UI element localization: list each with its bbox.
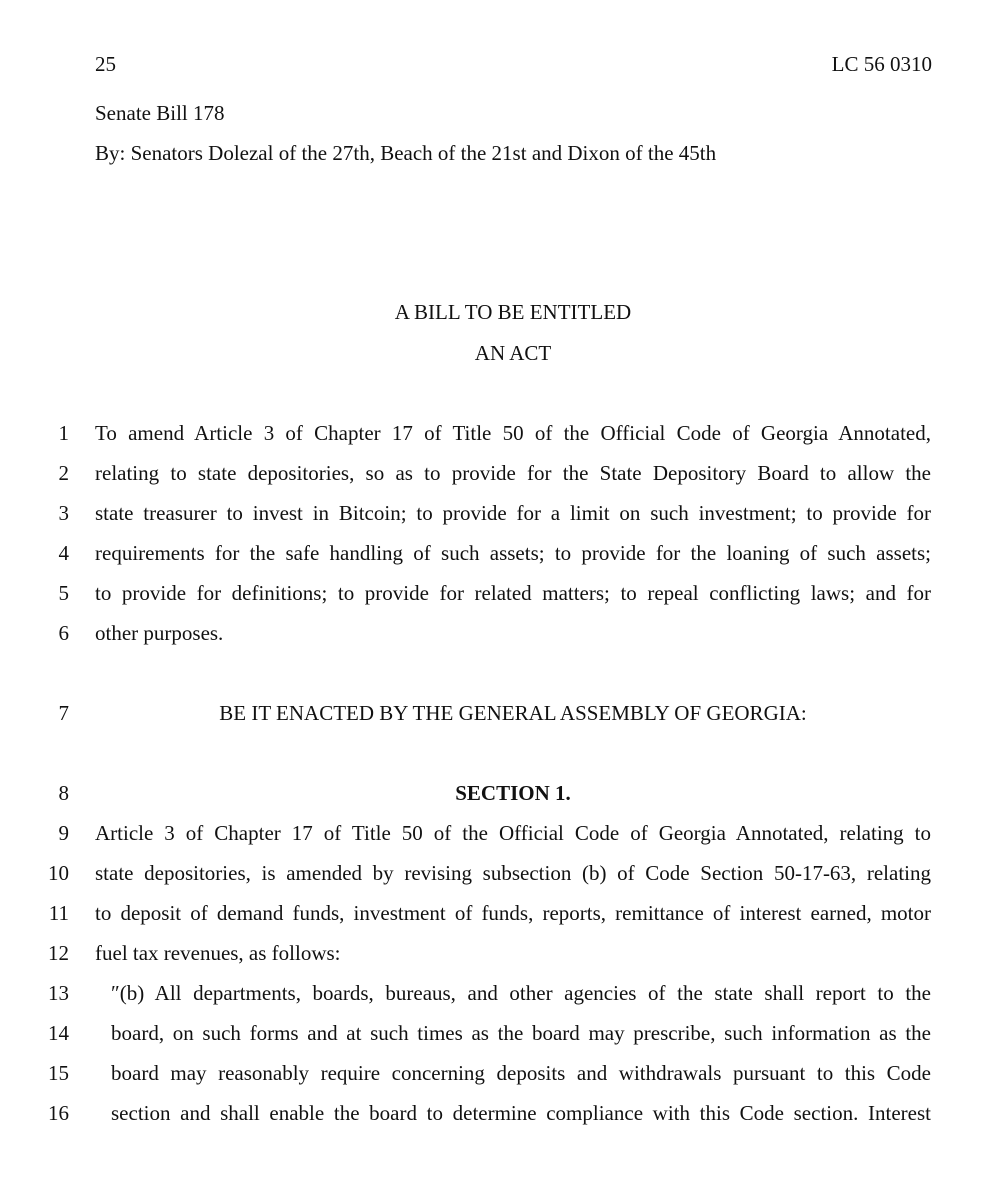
line-number: 12 xyxy=(48,941,69,965)
bill-line xyxy=(0,861,1007,885)
bill-line xyxy=(0,621,1007,645)
line-number: 2 xyxy=(58,461,69,485)
bill-line xyxy=(0,821,1007,845)
line-text: requirements for the safe handling of such assets; to provide for the loaning of such assets; xyxy=(95,541,931,565)
bill-line xyxy=(0,541,1007,565)
bill-line xyxy=(0,421,1007,445)
bill-line xyxy=(0,1021,1007,1045)
bill-line xyxy=(0,781,1007,805)
line-number: 4 xyxy=(58,541,69,565)
bill-line xyxy=(0,901,1007,925)
line-number: 7 xyxy=(58,701,69,725)
section-heading: SECTION 1. xyxy=(455,781,571,805)
bill-id: Senate Bill 178 xyxy=(95,101,225,125)
bill-line xyxy=(0,1101,1007,1125)
line-text: state treasurer to invest in Bitcoin; to provide for a limit on such investment; to provide for xyxy=(95,501,931,525)
line-number: 1 xyxy=(58,421,69,445)
enacting-clause: BE IT ENACTED BY THE GENERAL ASSEMBLY OF GEORGIA: xyxy=(219,701,807,725)
line-number: 3 xyxy=(58,501,69,525)
line-number: 9 xyxy=(58,821,69,845)
line-text: relating to state depositories, so as to provide for the State Depository Board to allow the xyxy=(95,461,931,485)
line-text: ″(b) All departments, boards, bureaus, and other agencies of the state shall report to the xyxy=(111,981,931,1005)
bill-line xyxy=(0,981,1007,1005)
line-number: 8 xyxy=(58,781,69,805)
bill-line xyxy=(0,701,1007,725)
line-text: to provide for definitions; to provide for related matters; to repeal conflicting laws; and for xyxy=(95,581,931,605)
lc-code: LC 56 0310 xyxy=(831,52,932,76)
line-text: other purposes. xyxy=(95,621,224,645)
line-number: 16 xyxy=(48,1101,69,1125)
line-number: 5 xyxy=(58,581,69,605)
line-text: Article 3 of Chapter 17 of Title 50 of the Official Code of Georgia Annotated, relating to xyxy=(95,821,931,845)
line-text: to deposit of demand funds, investment of funds, reports, remittance of interest earned, motor xyxy=(95,901,931,925)
line-text: section and shall enable the board to determine compliance with this Code section. Interest xyxy=(111,1101,931,1125)
bill-line xyxy=(0,941,1007,965)
line-number: 13 xyxy=(48,981,69,1005)
bill-line xyxy=(0,501,1007,525)
line-text: fuel tax revenues, as follows: xyxy=(95,941,341,965)
bill-line xyxy=(0,1061,1007,1085)
bill-title-line-2: AN ACT xyxy=(474,341,552,365)
line-number: 15 xyxy=(48,1061,69,1085)
line-text: state depositories, is amended by revising subsection (b) of Code Section 50-17-63, relating xyxy=(95,861,931,885)
line-number: 10 xyxy=(48,861,69,885)
page-number: 25 xyxy=(95,52,116,76)
line-number: 14 xyxy=(48,1021,69,1045)
line-number: 6 xyxy=(58,621,69,645)
bill-title-line-1: A BILL TO BE ENTITLED xyxy=(394,300,632,324)
line-number: 11 xyxy=(48,901,69,925)
bill-sponsors: By: Senators Dolezal of the 27th, Beach of the 21st and Dixon of the 45th xyxy=(95,141,717,165)
bill-line xyxy=(0,581,1007,605)
line-text: board, on such forms and at such times as the board may prescribe, such information as the xyxy=(111,1021,931,1045)
line-text: board may reasonably require concerning deposits and withdrawals pursuant to this Code xyxy=(111,1061,931,1085)
bill-line xyxy=(0,461,1007,485)
line-text: To amend Article 3 of Chapter 17 of Title 50 of the Official Code of Georgia Annotated, xyxy=(95,421,931,445)
